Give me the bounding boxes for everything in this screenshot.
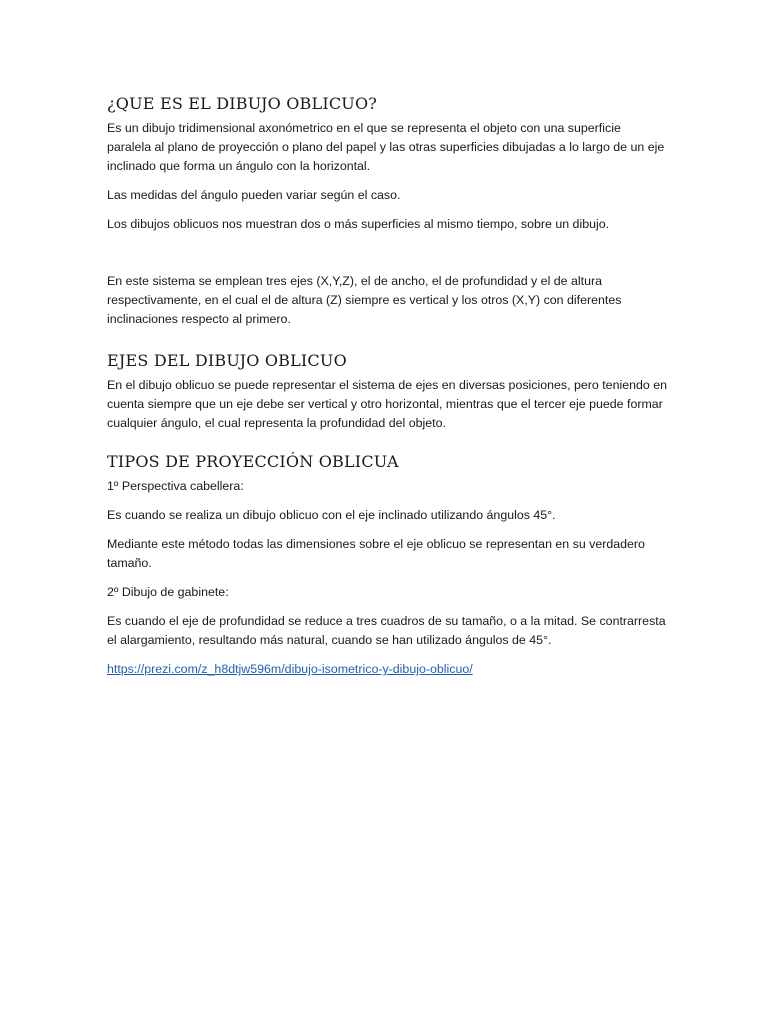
prezi-link[interactable]: https://prezi.com/z_h8dtjw596m/dibujo-isometrico-y-dibujo-oblicuo/ — [107, 662, 473, 676]
paragraph-perspectiva-desc: Es cuando se realiza un dibujo oblicuo con el eje inclinado utilizando ángulos 45°. — [107, 508, 556, 522]
paragraph-axes-system: En este sistema se emplean tres ejes (X,Y,Z), el de ancho, el de profundidad y el de altura respectivamente, en el cual el de altura (Z) siempre es vertical y los otros (X,Y) con diferentes inclinaciones respecto al primero. — [107, 274, 622, 326]
paragraph-gabinete-desc: Es cuando el eje de profundidad se reduce a tres cuadros de su tamaño, o a la mitad. Se contrarresta el alargamiento, resultando más natural, cuando se han utilizado ángulos de 45°. — [107, 614, 666, 647]
document-body — [107, 94, 667, 678]
paragraph-angle-measures: Las medidas del ángulo pueden variar según el caso. — [107, 188, 401, 202]
paragraph-perspectiva-title: 1º Perspectiva cabellera: — [107, 479, 244, 493]
paragraph-gabinete-title: 2º Dibujo de gabinete: — [107, 585, 229, 599]
paragraph-true-size: Mediante este método todas las dimensiones sobre el eje oblicuo se representan en su verdadero tamaño. — [107, 537, 645, 570]
heading-ejes: EJES DEL DIBUJO OBLICUO — [107, 351, 347, 370]
paragraph-axes-positions: En el dibujo oblicuo se puede representar el sistema de ejes en diversas posiciones, pero teniendo en cuenta siempre que un eje debe ser vertical y otro horizontal, mientras que el tercer eje puede formar cualquier ángulo, el cual representa la profundidad del objeto. — [107, 378, 667, 430]
paragraph-surfaces: Los dibujos oblicuos nos muestran dos o más superficies al mismo tiempo, sobre un dibujo. — [107, 217, 610, 231]
heading-tipos: TIPOS DE PROYECCIÓN OBLICUA — [107, 452, 399, 471]
heading-que-es: ¿QUE ES EL DIBUJO OBLICUO? — [107, 94, 378, 113]
paragraph-definition: Es un dibujo tridimensional axonómetrico en el que se representa el objeto con una superficie paralela al plano de proyección o plano del papel y las otras superficies dibujadas a lo largo de un eje inclinado que forma un ángulo con la horizontal. — [107, 121, 665, 173]
